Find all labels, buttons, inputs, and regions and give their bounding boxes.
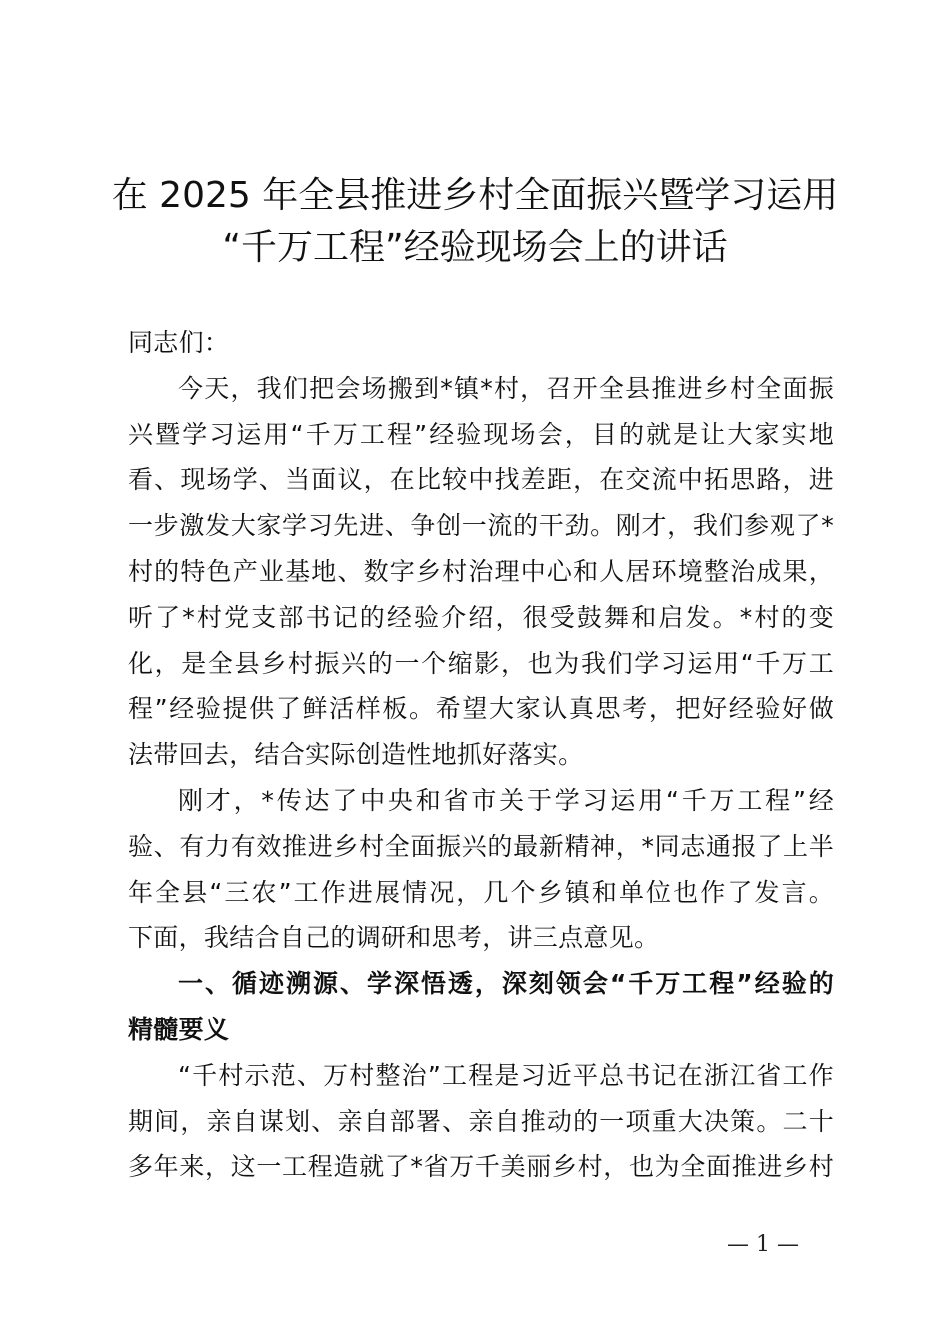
paragraph-1-line: 程”经验提供了鲜活样板。希望大家认真思考，把好经验好做 <box>128 694 834 724</box>
paragraph-1-line: 今天，我们把会场搬到*镇*村，召开全县推进乡村全面振 <box>178 373 834 403</box>
section-heading-1: 一、循迹溯源、学深悟透，深刻领会“千万工程”经验的 <box>178 969 834 999</box>
paragraph-1-line: 兴暨学习运用“千万工程”经验现场会，目的就是让大家实地 <box>128 419 834 449</box>
title-line-1: 在 2025 年全县推进乡村全面振兴暨学习运用 <box>111 175 839 216</box>
paragraph-3-line: 期间，亲自谋划、亲自部署、亲自推动的一项重大决策。二十 <box>128 1106 834 1136</box>
paragraph-1-line: 看、现场学、当面议，在比较中找差距，在交流中拓思路，进 <box>128 465 834 495</box>
paragraph-1-line: 一步激发大家学习先进、争创一流的干劲。刚才，我们参观了* <box>128 511 834 541</box>
paragraph-3-line: “千村示范、万村整治”工程是习近平总书记在浙江省工作 <box>178 1060 834 1090</box>
paragraph-2-line: 年全县“三农”工作进展情况，几个乡镇和单位也作了发言。 <box>128 877 834 907</box>
paragraph-1-line: 法带回去，结合实际创造性地抓好落实。 <box>128 740 584 770</box>
title-line-2: “千万工程”经验现场会上的讲话 <box>222 227 728 268</box>
paragraph-1-line: 化，是全县乡村振兴的一个缩影，也为我们学习运用“千万工 <box>128 648 834 678</box>
paragraph-2-line: 验、有力有效推进乡村全面振兴的最新精神，*同志通报了上半 <box>128 831 834 861</box>
salutation: 同志们： <box>128 328 230 357</box>
document-body <box>128 320 834 1190</box>
page-number: — 1 — <box>727 1232 799 1257</box>
paragraph-1-line: 听了*村党支部书记的经验介绍，很受鼓舞和启发。*村的变 <box>128 602 834 632</box>
paragraph-3-line: 多年来，这一工程造就了*省万千美丽乡村，也为全面推进乡村 <box>128 1152 834 1182</box>
paragraph-1-line: 村的特色产业基地、数字乡村治理中心和人居环境整治成果， <box>128 556 834 586</box>
paragraph-2-line: 下面，我结合自己的调研和思考，讲三点意见。 <box>128 923 660 953</box>
section-heading-1: 精髓要义 <box>128 1014 230 1044</box>
paragraph-2-line: 刚才，*传达了中央和省市关于学习运用“千万工程”经 <box>178 785 834 815</box>
